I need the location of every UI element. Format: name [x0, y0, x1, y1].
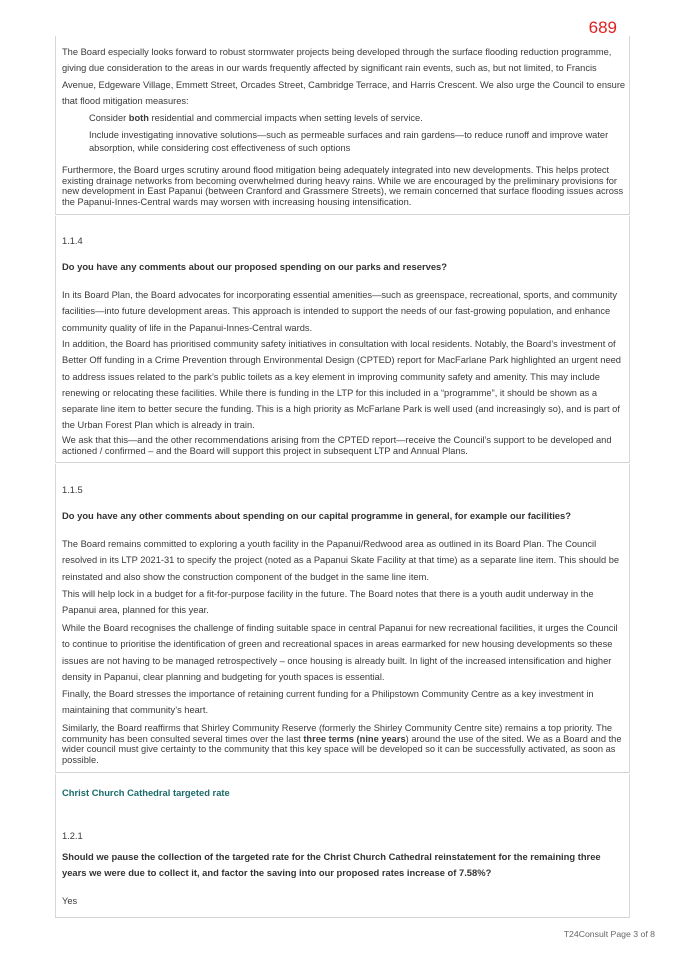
question-text: Do you have any other comments about spending on our capital programme in general, for example our facilities? — [62, 510, 571, 521]
answer-value: Yes — [62, 896, 78, 906]
intro-bullet: Consider both residential and commercial impacts when setting levels of service. — [89, 113, 423, 123]
frame-left-border — [55, 774, 56, 918]
answer-paragraph: We ask that this—and the other recommendations arising from the CPTED report—receive the Council’s support to be developed and actioned / confirmed – and the Board will support this project in subsequent LTP and Annual Plans. — [62, 435, 612, 456]
question-number: 1.1.5 — [62, 485, 83, 495]
answer-paragraph: This will help lock in a budget for a fit-for-purpose facility in the future. The Board notes that there is a youth audit underway in the Papanui area, planned for this year. — [62, 589, 594, 616]
answer-paragraph: In addition, the Board has prioritised community safety initiatives in consultation with local residents. Notably, the Board’s investment of Better Off funding in a Crime Prevention through Environmental Design (CPTED) report for MacFarlane Park highlighted an urgent need to address issues related to the park’s public toilets as a key element in improving community safety and amenity. This may include renewing or relocating these facilities. While there is funding in the LTP for this included in a “programme”, it should be shown as a separate line item to better secure the funding. This is a high priority as McFarlane Park is well used (and increasingly so), and is part of the Urban Forest Plan which is already in train. — [62, 339, 621, 431]
divider — [55, 772, 630, 773]
answer-paragraph: The Board remains committed to exploring a youth facility in the Papanui/Redwood area as outlined in its Board Plan. The Council resolved in its LTP 2021-31 to specify the project (noted as a Papanui Skate Facility at that time) as a separate line item. This should be reinstated and also show the construction component of the budget in the same line item. — [62, 539, 620, 582]
frame-right-border — [629, 464, 630, 772]
frame-right-border — [629, 36, 630, 214]
question-text: Should we pause the collection of the targeted rate for the Christ Church Cathedral reinstatement for the remaining three years we were due to collect it, and factor the saving into our proposed rates increase of 7.58%? — [62, 851, 601, 879]
section-title: Christ Church Cathedral targeted rate — [62, 787, 230, 798]
intro-paragraph: The Board especially looks forward to robust stormwater projects being developed through the surface flooding reduction programme, giving due consideration to the areas in our wards frequently affected by significant rain events, such as, but not limited, to Francis Avenue, Edgeware Village, Emmett Street, Orcades Street, Cambridge Terrace, and Harris Crescent. We also urge the Council to ensure that flood mitigation measures: — [62, 47, 626, 106]
intro-paragraph: Furthermore, the Board urges scrutiny around flood mitigation being adequately integrated into new developments. This helps protect existing drainage networks from becoming overwhelmed during heavy rains. While we are encouraged by the preliminary provisions for new development in East Papanui (between Cranford and Grassmere Streets), we remain concerned that surface flooding issues across the Papanui-Innes-Central wards may worsen with increasing housing intensification. — [62, 165, 624, 207]
frame-left-border — [55, 36, 56, 214]
page-number: 689 — [588, 18, 617, 37]
question-text: Do you have any comments about our proposed spending on our parks and reserves? — [62, 261, 447, 272]
answer-paragraph: While the Board recognises the challenge of finding suitable space in central Papanui for new recreational facilities, it urges the Council to continue to prioritise the identification of green and recreational spaces in areas earmarked for new housing developments so these issues are not having to be managed retrospectively – once housing is already built. In light of the increased intensification and higher density in Papanui, clear planning and budgeting for youth spaces is essential. — [62, 623, 618, 682]
divider — [55, 917, 630, 918]
frame-right-border — [629, 774, 630, 918]
divider — [55, 214, 630, 215]
page-footer: T24Consult Page 3 of 8 — [563, 929, 655, 939]
divider — [55, 462, 630, 463]
answer-paragraph: In its Board Plan, the Board advocates for incorporating essential amenities—such as greenspace, recreational, sports, and community facilities—into future development areas. This approach is intended to support the needs of our fast-growing population, and enhance community quality of life in the Papanui-Innes-Central wards. — [62, 290, 618, 333]
frame-left-border — [55, 464, 56, 772]
frame-left-border — [55, 216, 56, 462]
answer-paragraph: Similarly, the Board reaffirms that Shirley Community Reserve (formerly the Shirley Community Centre site) remains a top priority. The community has been consulted several times over the last three terms (nine years) around the use of the sited. We as a Board and the wider council must give certainty to the community that this key space will be developed so it can be successfully activated, as soon as possible. — [62, 723, 622, 765]
frame-right-border — [629, 216, 630, 462]
intro-bullet: Include investigating innovative solutions—such as permeable surfaces and rain gardens—to reduce runoff and improve water absorption, while considering cost effectiveness of such options — [89, 130, 609, 153]
question-number: 1.1.4 — [62, 236, 83, 246]
question-number: 1.2.1 — [62, 831, 83, 841]
answer-paragraph: Finally, the Board stresses the importance of retaining current funding for a Philipstown Community Centre as a key investment in maintaining that community’s heart. — [62, 689, 594, 716]
